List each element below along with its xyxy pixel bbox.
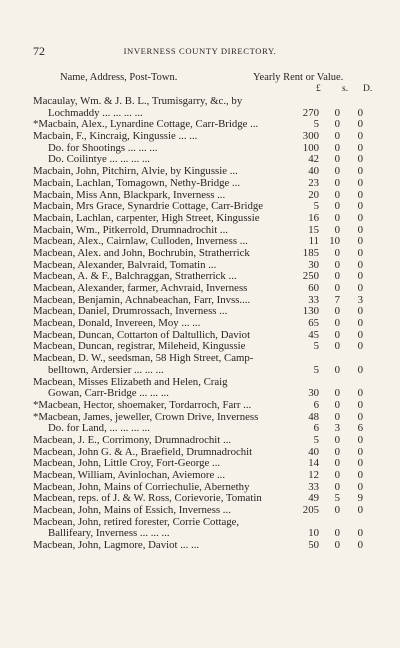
list-item [0, 96, 400, 108]
entry-pence: 0 [357, 317, 363, 330]
entry-pence: 0 [357, 106, 363, 119]
entry-pounds: 40 [308, 445, 319, 458]
entry-pounds: 42 [308, 153, 319, 166]
entry-pounds: 12 [308, 469, 319, 481]
pence-heading: D. [363, 84, 373, 94]
entry-text: Do. for Shootings ... ... ... [48, 141, 158, 154]
entry-pounds: 5 [313, 118, 319, 131]
entry-shillings: 0 [334, 469, 340, 481]
list-item [0, 131, 400, 143]
entry-pence: 0 [357, 153, 363, 166]
entry-text: Macbean, John, retired forester, Corrie Cottage, [33, 515, 240, 528]
list-item [0, 365, 400, 377]
entry-pounds: 130 [302, 305, 319, 318]
entry-pence: 0 [357, 504, 363, 517]
entry-text: Macaulay, Wm. & J. B. L., Trumisgarry, &c., by [33, 95, 243, 107]
entry-shillings: 0 [334, 141, 340, 154]
entry-shillings: 0 [334, 410, 340, 423]
entry-shillings: 0 [334, 118, 340, 131]
entry-shillings: 5 [334, 492, 340, 505]
entry-pounds: 5 [313, 340, 319, 353]
entry-pounds: 65 [308, 317, 319, 330]
entry-pounds: 6 [313, 398, 319, 411]
entry-pounds: 40 [308, 165, 319, 178]
entry-shillings: 0 [334, 457, 340, 470]
entry-shillings: 0 [334, 165, 340, 178]
entry-pence: 0 [357, 387, 363, 400]
shillings-heading: s. [342, 84, 349, 94]
pounds-heading: £ [316, 84, 321, 94]
entry-pence: 0 [357, 200, 363, 213]
entry-pence: 0 [357, 118, 363, 131]
entry-pence: 0 [357, 539, 363, 552]
entry-shillings: 0 [334, 433, 340, 446]
entry-shillings: 0 [334, 258, 340, 271]
entry-text: Macbean, Donald, Invereen, Moy ... ... [33, 317, 201, 330]
entry-pence: 0 [357, 130, 363, 143]
entry-pence: 0 [357, 305, 363, 318]
entry-shillings: 0 [334, 270, 340, 283]
entry-shillings: 0 [334, 328, 340, 341]
entry-shillings: 0 [334, 504, 340, 517]
entry-text: Macbain, Lachlan, carpenter, High Street, Kingussie [33, 211, 260, 224]
entry-pounds: 300 [302, 130, 319, 143]
entry-pounds: 45 [308, 328, 319, 341]
entry-pence: 0 [357, 445, 363, 458]
entry-text: Macbean, Alexander, Balvraid, Tomatin ... [33, 258, 217, 271]
entry-text: Lochmaddy ... ... ... ... [48, 106, 143, 119]
entry-shillings: 0 [334, 480, 340, 493]
list-item [0, 540, 400, 552]
entry-shillings: 3 [334, 422, 340, 435]
entry-shillings: 0 [334, 211, 340, 224]
entry-text: Macbean, Daniel, Drumrossach, Inverness ... [33, 305, 228, 318]
entry-text: Macbean, Duncan, Cottarton of Daltullich, Daviot [33, 328, 251, 341]
entry-pence: 0 [357, 457, 363, 470]
entry-text: Macbean, Benjamin, Achnabeachan, Farr, Invss.... [33, 293, 251, 306]
entry-shillings: 0 [334, 398, 340, 411]
entry-pence: 0 [357, 211, 363, 224]
entry-pounds: 100 [302, 141, 319, 154]
list-item [0, 283, 400, 295]
entry-shillings: 0 [334, 176, 340, 189]
entry-shillings: 0 [334, 153, 340, 166]
entry-pence: 0 [357, 270, 363, 283]
entry-text: Macbean, A. & F., Balchraggan, Stratherrick ... [33, 270, 237, 283]
column-heading-name: Name, Address, Post-Town. [60, 72, 178, 83]
entry-pounds: 15 [308, 223, 319, 236]
entry-pounds: 16 [308, 211, 319, 224]
entry-text: Macbain, John, Pitchirn, Alvie, by Kingussie ... [33, 165, 238, 178]
entry-text: Macbain, Lachlan, Tomagown, Nethy-Bridge ... [33, 176, 241, 189]
list-item [0, 213, 400, 225]
entry-pence: 0 [357, 410, 363, 423]
list-item [0, 435, 400, 447]
entry-text: Macbean, J. E., Corrimony, Drumnadrochit ... [33, 433, 232, 446]
entry-text: Macbain, Wm., Pitkerrold, Drumnadrochit ... [33, 223, 229, 236]
entry-pounds: 5 [313, 200, 319, 213]
entry-pounds: 30 [308, 387, 319, 400]
entry-pounds: 20 [308, 188, 319, 201]
page-header [0, 44, 400, 58]
entry-text: *Macbean, Hector, shoemaker, Tordarroch, Farr ... [33, 398, 252, 411]
entry-shillings: 0 [334, 363, 340, 376]
entry-shillings: 0 [334, 188, 340, 201]
entry-list [0, 96, 400, 552]
entry-pounds: 250 [302, 270, 319, 283]
entry-text: Do. for Land, ... ... ... ... [48, 422, 150, 435]
entry-shillings: 0 [334, 130, 340, 143]
entry-text: Macbain, Mrs Grace, Synardrie Cottage, Carr-Bridge [33, 200, 264, 213]
entry-text: Macbean, Alexander, farmer, Achvraid, Inverness [33, 282, 248, 294]
entry-pence: 0 [357, 176, 363, 189]
entry-pounds: 11 [308, 235, 319, 248]
entry-pence: 0 [357, 235, 363, 248]
entry-pence: 0 [357, 258, 363, 271]
entry-text: Macbean, John, Mains of Corriechulie, Abernethy [33, 480, 250, 493]
entry-shillings: 0 [334, 223, 340, 236]
entry-pence: 0 [357, 527, 363, 540]
entry-pounds: 5 [313, 433, 319, 446]
entry-text: *Macbean, James, jeweller, Crown Drive, Inverness [33, 410, 259, 423]
entry-pounds: 14 [308, 457, 319, 470]
entry-shillings: 0 [334, 387, 340, 400]
entry-text: Macbean, reps. of J. & W. Ross, Corievorie, Tomatin [33, 492, 262, 505]
entry-pounds: 60 [308, 282, 319, 294]
entry-text: Macbean, John, Little Croy, Fort-George ... [33, 457, 221, 470]
entry-text: Macbean, Duncan, registrar, Mileheid, Kingussie [33, 340, 246, 353]
entry-pounds: 10 [308, 527, 319, 540]
entry-pounds: 33 [308, 293, 319, 306]
entry-text: Macbean, John, Mains of Essich, Inverness ... [33, 504, 231, 517]
entry-pence: 9 [357, 492, 363, 505]
entry-pence: 0 [357, 363, 363, 376]
entry-pounds: 23 [308, 176, 319, 189]
entry-shillings: 0 [334, 246, 340, 259]
entry-text: Macbain, F., Kincraig, Kingussie ... ... [33, 130, 198, 143]
entry-shillings: 0 [334, 445, 340, 458]
entry-text: Macbean, John, Lagmore, Daviot ... ... [33, 539, 200, 552]
entry-text: Macbean, Misses Elizabeth and Helen, Craig [33, 375, 228, 388]
entry-text: Macbean, William, Avinlochan, Aviemore ... [33, 469, 226, 481]
list-item [0, 470, 400, 482]
entry-shillings: 0 [334, 282, 340, 294]
entry-pounds: 48 [308, 410, 319, 423]
entry-pounds: 270 [302, 106, 319, 119]
entry-shillings: 0 [334, 539, 340, 552]
entry-pounds: 49 [308, 492, 319, 505]
entry-pence: 0 [357, 480, 363, 493]
entry-shillings: 0 [334, 200, 340, 213]
entry-text: Macbean, Alex. and John, Bochrubin, Stratherrick [33, 246, 250, 259]
entry-pence: 0 [357, 398, 363, 411]
entry-text: belltown, Ardersier ... ... ... [48, 363, 164, 376]
entry-text: Macbean, John G. & A., Braefield, Drumnadrochit [33, 445, 253, 458]
entry-shillings: 0 [334, 317, 340, 330]
entry-text: Gowan, Carr-Bridge ... ... ... [48, 387, 169, 400]
entry-pence: 0 [357, 433, 363, 446]
entry-text: Do. Coilintye ... ... ... ... [48, 153, 150, 166]
page-number: 72 [33, 44, 45, 58]
entry-pounds: 30 [308, 258, 319, 271]
entry-pounds: 33 [308, 480, 319, 493]
entry-pence: 0 [357, 141, 363, 154]
running-title: INVERNESS COUNTY DIRECTORY. [123, 46, 277, 56]
entry-pence: 0 [357, 469, 363, 481]
entry-pence: 0 [357, 328, 363, 341]
entry-pence: 0 [357, 188, 363, 201]
entry-shillings: 7 [334, 293, 340, 306]
entry-pence: 3 [357, 293, 363, 306]
list-item [0, 178, 400, 190]
entry-pence: 0 [357, 223, 363, 236]
entry-pence: 0 [357, 165, 363, 178]
column-heading-value: Yearly Rent or Value. [253, 72, 344, 83]
entry-text: Ballifeary, Inverness ... ... ... [48, 527, 170, 540]
list-item [0, 318, 400, 330]
entry-pence: 0 [357, 246, 363, 259]
entry-text: Macbain, Miss Ann, Blackpark, Inverness ... [33, 188, 226, 201]
entry-shillings: 10 [329, 235, 340, 248]
entry-pounds: 5 [313, 363, 319, 376]
entry-shillings: 0 [334, 527, 340, 540]
entry-text: *Macbain, Alex., Lynardine Cottage, Carr-Bridge ... [33, 118, 259, 131]
entry-shillings: 0 [334, 340, 340, 353]
entry-shillings: 0 [334, 106, 340, 119]
list-item [0, 248, 400, 260]
entry-text: Macbean, Alex., Cairnlaw, Culloden, Inverness ... [33, 235, 248, 248]
entry-pence: 6 [357, 422, 363, 435]
entry-pence: 0 [357, 340, 363, 353]
entry-text: Macbean, D. W., seedsman, 58 High Street, Camp- [33, 352, 254, 365]
entry-pounds: 50 [308, 539, 319, 552]
entry-shillings: 0 [334, 305, 340, 318]
list-item [0, 400, 400, 412]
list-item [0, 505, 400, 517]
entry-pounds: 185 [302, 246, 319, 259]
entry-pence: 0 [357, 282, 363, 294]
entry-pounds: 6 [313, 422, 319, 435]
entry-pounds: 205 [302, 504, 319, 517]
